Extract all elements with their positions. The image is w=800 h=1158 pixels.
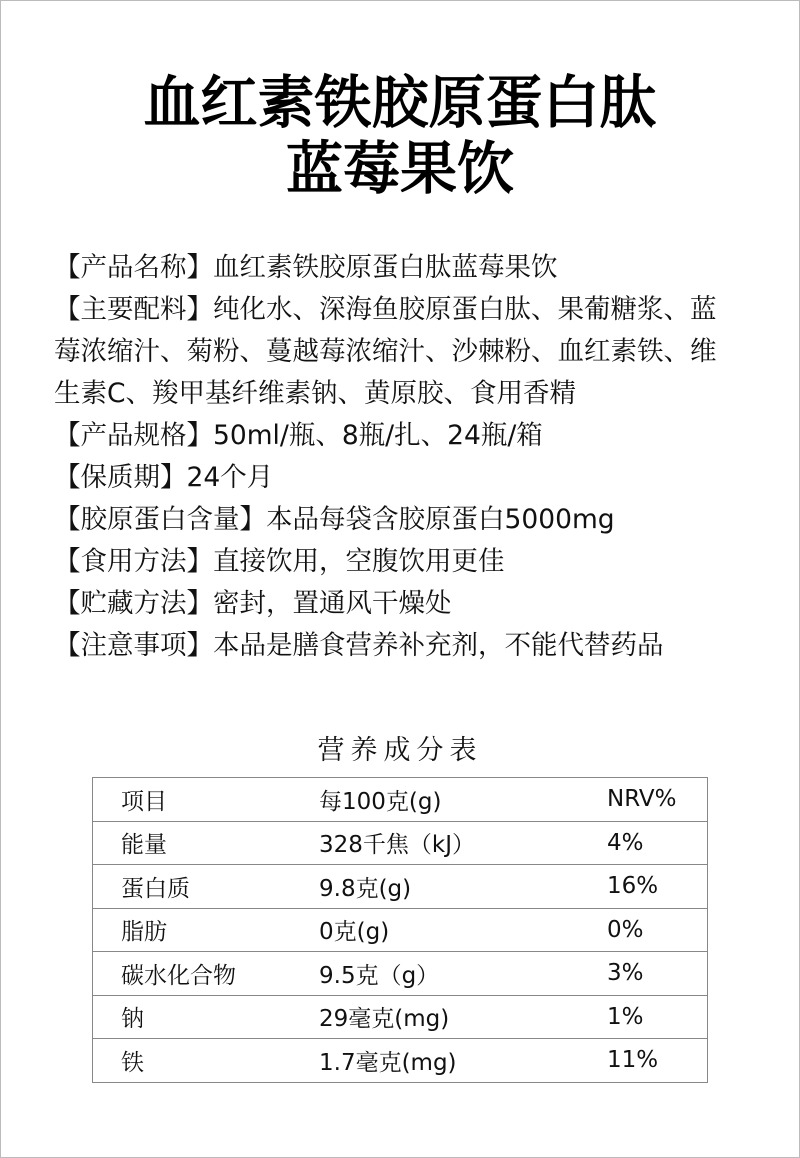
- info-label: 【贮藏方法】: [54, 588, 213, 619]
- item-cell: 铁: [93, 1039, 320, 1083]
- info-value: 24个月: [186, 462, 274, 493]
- table-header-row: [93, 778, 708, 822]
- nrv-cell: 1%: [607, 995, 708, 1039]
- info-value: 本品是膳食营养补充剂，不能代替药品: [213, 630, 664, 661]
- nutrition-table-title: 营养成分表: [317, 735, 483, 766]
- nrv-cell: 11%: [607, 1039, 708, 1083]
- product-title: [0, 70, 800, 202]
- item-cell: 脂肪: [93, 908, 320, 952]
- nrv-cell: 4%: [607, 821, 708, 865]
- info-line: [54, 289, 738, 415]
- info-label: 【保质期】: [54, 462, 187, 493]
- info-label: 【食用方法】: [54, 546, 213, 577]
- per-100g-cell: 29毫克(mg): [319, 995, 607, 1039]
- title-line-2: 蓝莓果饮: [286, 136, 514, 202]
- per-100g-cell: 328千焦（kJ）: [319, 821, 607, 865]
- info-line: [54, 457, 738, 499]
- info-label: 【注意事项】: [54, 630, 213, 661]
- table-row: [93, 1039, 708, 1083]
- info-line: [54, 415, 738, 457]
- per-100g-cell: 9.8克(g): [319, 865, 607, 909]
- nrv-cell: 3%: [607, 952, 708, 996]
- nrv-cell: NRV%: [607, 778, 708, 822]
- table-row: [93, 995, 708, 1039]
- nrv-cell: 0%: [607, 908, 708, 952]
- info-value: 密封，置通风干燥处: [213, 588, 452, 619]
- item-cell: 能量: [93, 821, 320, 865]
- info-line: [54, 625, 738, 667]
- per-100g-cell: 1.7毫克(mg): [319, 1039, 607, 1083]
- info-line: [54, 499, 738, 541]
- table-row: [93, 952, 708, 996]
- info-label: 【主要配料】: [54, 294, 213, 325]
- info-value: 50ml/瓶、8瓶/扎、24瓶/箱: [213, 420, 543, 451]
- item-cell: 项目: [93, 778, 320, 822]
- per-100g-cell: 每100克(g): [319, 778, 607, 822]
- per-100g-cell: 0克(g): [319, 908, 607, 952]
- info-line: [54, 583, 738, 625]
- info-value: 直接饮用，空腹饮用更佳: [213, 546, 505, 577]
- info-value: 血红素铁胶原蛋白肽蓝莓果饮: [213, 252, 558, 283]
- item-cell: 钠: [93, 995, 320, 1039]
- nrv-cell: 16%: [607, 865, 708, 909]
- info-value: 本品每袋含胶原蛋白5000mg: [266, 504, 615, 535]
- table-row: [93, 908, 708, 952]
- item-cell: 蛋白质: [93, 865, 320, 909]
- info-line: [54, 541, 738, 583]
- nutrition-table: [92, 777, 708, 1083]
- table-row: [93, 821, 708, 865]
- per-100g-cell: 9.5克（g）: [319, 952, 607, 996]
- product-info: [54, 247, 738, 667]
- info-label: 【产品名称】: [54, 252, 213, 283]
- info-value: 纯化水、深海鱼胶原蛋白肽、果葡糖浆、蓝莓浓缩汁、菊粉、蔓越莓浓缩汁、沙棘粉、血红素铁、维生素C、羧甲基纤维素钠、黄原胶、食用香精: [54, 294, 717, 409]
- table-row: [93, 865, 708, 909]
- item-cell: 碳水化合物: [93, 952, 320, 996]
- info-line: [54, 247, 738, 289]
- info-label: 【胶原蛋白含量】: [54, 504, 266, 535]
- info-label: 【产品规格】: [54, 420, 213, 451]
- title-line-1: 血红素铁胶原蛋白肽: [143, 70, 657, 136]
